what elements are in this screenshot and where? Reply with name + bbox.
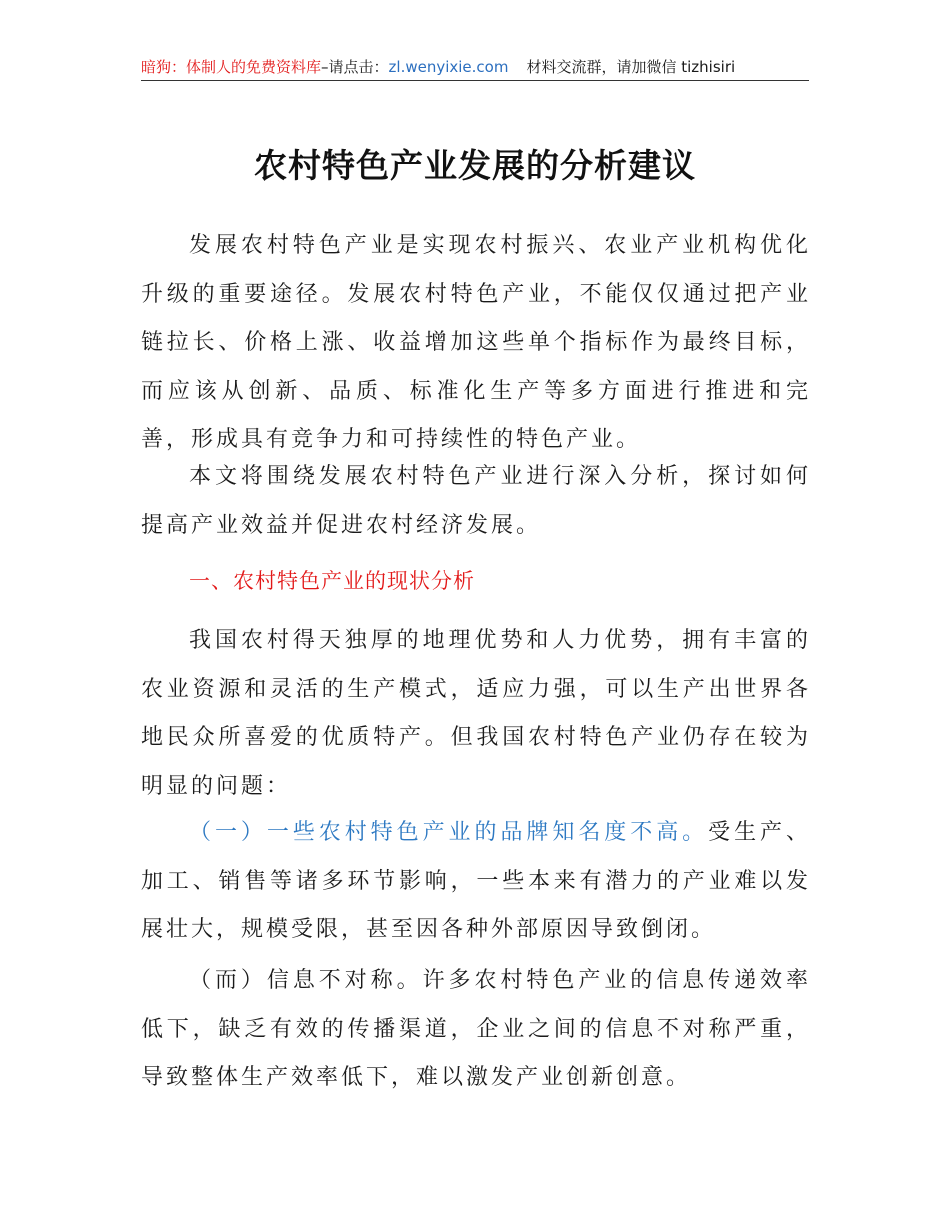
point-1-paragraph (141, 809, 811, 955)
intro-paragraph-2: 本文将围绕发展农村特色产业进行深入分析，探讨如何提高产业效益并促进农村经济发展。 (141, 464, 811, 538)
intro-paragraph-1: 发展农村特色产业是实现农村振兴、农业产业机构优化升级的重要途径。发展农村特色产业，不能仅仅通过把产业链拉长、价格上涨、收益增加这些单个指标作为最终目标，而应该从创新、品质、标准化生产等多方面进行推进和完善，形成具有竞争力和可持续性的特色产业。 (141, 233, 811, 452)
document-title: 农村特色产业发展的分析建议 (254, 146, 696, 185)
section-1-paragraph: 我国农村得天独厚的地理优势和人力优势，拥有丰富的农业资源和灵活的生产模式，适应力强，可以生产出世界各地民众所喜爱的优质特产。但我国农村特色产业仍存在较为明显的问题： (141, 628, 811, 799)
header-contact: 材料交流群，请加微信 tizhisiri (526, 58, 736, 76)
section-1-heading: 一、农村特色产业的现状分析 (189, 569, 475, 593)
point-1-body: 受生产、加工、销售等诸多环节影响，一些本来有潜力的产业难以发展壮大，规模受限，甚至因各种外部原因导致倒闭。 (141, 820, 811, 942)
point-2-paragraph: （而）信息不对称。许多农村特色产业的信息传递效率低下，缺乏有效的传播渠道，企业之间的信息不对称严重，导致整体生产效率低下，难以激发产业创新创意。 (141, 968, 811, 1090)
header-click-prompt: –请点击： (321, 58, 389, 76)
header-url-link[interactable]: zl.wenyixie.com (388, 58, 509, 76)
header-brand: 暗狗：体制人的免费资料库 (141, 58, 322, 76)
header-divider (141, 80, 809, 81)
point-1-lead: （一）一些农村特色产业的品牌知名度不高。 (189, 820, 709, 845)
page-header (141, 56, 809, 80)
